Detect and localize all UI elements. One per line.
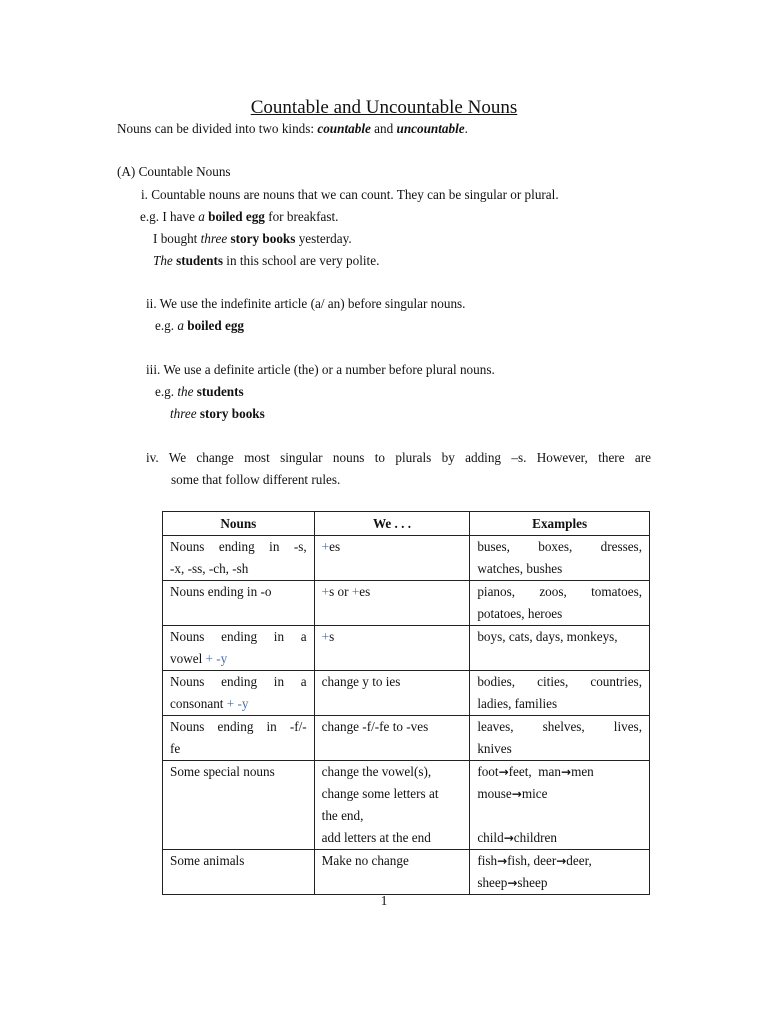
example-text: e.g. bbox=[155, 318, 178, 333]
cell-line: Nouns ending in -o bbox=[170, 584, 272, 599]
cell-line bbox=[477, 761, 642, 783]
plural-form: mice bbox=[521, 786, 548, 801]
plural-form: fish bbox=[507, 853, 527, 868]
table-row bbox=[163, 626, 650, 671]
example-cell bbox=[470, 671, 650, 716]
plus-sign: + bbox=[351, 584, 360, 599]
rule-cell bbox=[314, 716, 470, 761]
intro-text: Nouns can be divided into two kinds: bbox=[117, 121, 318, 136]
cell-line: bodies, cities, countries, bbox=[477, 674, 642, 689]
number-word: three bbox=[170, 406, 197, 421]
page-number: 1 bbox=[380, 893, 388, 908]
singular-form: child bbox=[477, 830, 504, 845]
cell-line: change y to ies bbox=[321, 674, 401, 689]
rule-cell bbox=[314, 581, 470, 626]
term-countable: countable bbox=[317, 121, 371, 136]
plus-sign: + bbox=[321, 629, 330, 644]
article: a bbox=[198, 209, 205, 224]
cell-line: fe bbox=[170, 741, 181, 756]
example-cell bbox=[470, 716, 650, 761]
singular-form: deer bbox=[533, 853, 557, 868]
plural-form: men bbox=[571, 764, 594, 779]
rule-3-example-1 bbox=[155, 381, 244, 403]
rule-4-line-1: iv. We change most singular nouns to plurals by adding –s. However, there are bbox=[146, 450, 651, 465]
noun-cell bbox=[163, 536, 315, 581]
rule-4-line-2: some that follow different rules. bbox=[171, 472, 341, 487]
example-text: for breakfast. bbox=[264, 209, 339, 224]
noun-cell bbox=[163, 626, 315, 671]
example-cell bbox=[470, 850, 650, 895]
noun-cell bbox=[163, 581, 315, 626]
noun-highlight: boiled egg bbox=[187, 318, 245, 333]
section-a-heading: (A) Countable Nouns bbox=[117, 164, 231, 179]
table-row bbox=[163, 671, 650, 716]
cell-line: s bbox=[329, 629, 335, 644]
noun-highlight: boiled egg bbox=[208, 209, 265, 224]
arrow-right-icon: → bbox=[556, 854, 567, 868]
table-row bbox=[163, 716, 650, 761]
example-cell bbox=[470, 581, 650, 626]
singular-form: mouse bbox=[477, 786, 512, 801]
table-row bbox=[163, 581, 650, 626]
cell-line: potatoes, heroes bbox=[477, 606, 563, 621]
number-word: three bbox=[200, 231, 228, 246]
separator: , bbox=[588, 853, 592, 868]
page-title: Countable and Uncountable Nouns bbox=[250, 97, 518, 118]
plural-form: sheep bbox=[517, 875, 548, 890]
cell-line: Nouns ending in a bbox=[170, 629, 307, 644]
cell-line: Make no change bbox=[321, 853, 409, 868]
noun-highlight: students bbox=[176, 253, 223, 268]
cell-line: watches, bushes bbox=[477, 561, 563, 576]
rule-cell bbox=[314, 536, 470, 581]
noun-highlight: students bbox=[196, 384, 244, 399]
cell-line: leaves, shelves, lives, bbox=[477, 719, 642, 734]
noun-cell bbox=[163, 716, 315, 761]
cell-line: boys, cats, days, monkeys, bbox=[477, 629, 618, 644]
arrow-right-icon: → bbox=[503, 831, 514, 845]
rule-cell bbox=[314, 626, 470, 671]
cell-line: change some letters at bbox=[321, 786, 439, 801]
example-text: I bought bbox=[153, 231, 201, 246]
separator: , bbox=[528, 764, 535, 779]
noun-cell bbox=[163, 761, 315, 850]
separator: , bbox=[526, 853, 534, 868]
table-row bbox=[163, 536, 650, 581]
plural-form: feet bbox=[508, 764, 529, 779]
cell-line: Nouns ending in -s, bbox=[170, 539, 307, 554]
cell-line bbox=[477, 850, 642, 872]
plus-sign: + -y bbox=[205, 651, 228, 666]
term-uncountable: uncountable bbox=[396, 121, 465, 136]
singular-form: man bbox=[538, 764, 561, 779]
example-text: yesterday. bbox=[295, 231, 352, 246]
intro-paragraph bbox=[117, 118, 468, 140]
intro-text: and bbox=[370, 121, 397, 136]
rule-3-example-2 bbox=[170, 403, 265, 425]
noun-cell bbox=[163, 850, 315, 895]
example-cell bbox=[470, 626, 650, 671]
cell-line: Some special nouns bbox=[170, 764, 275, 779]
article: the bbox=[177, 384, 194, 399]
example-text: e.g. bbox=[155, 384, 178, 399]
arrow-right-icon: → bbox=[497, 854, 508, 868]
article: a bbox=[177, 318, 184, 333]
rule-1-example-1 bbox=[140, 206, 338, 228]
example-cell bbox=[470, 761, 650, 850]
rule-2-example bbox=[155, 315, 244, 337]
cell-line: pianos, zoos, tomatoes, bbox=[477, 584, 642, 599]
rule-1-text: i. Countable nouns are nouns that we can count. They can be singular or plural. bbox=[141, 187, 559, 202]
header-nouns: Nouns bbox=[163, 512, 315, 536]
cell-line: the end, bbox=[321, 808, 364, 823]
cell-line: buses, boxes, dresses, bbox=[477, 539, 642, 554]
example-text: in this school are very polite. bbox=[222, 253, 380, 268]
cell-line: ladies, families bbox=[477, 696, 558, 711]
rule-2-text: ii. We use the indefinite article (a/ an) before singular nouns. bbox=[146, 296, 466, 311]
plural-form: children bbox=[513, 830, 557, 845]
cell-line: Nouns ending in a bbox=[170, 674, 307, 689]
cell-line: -x, -ss, -ch, -sh bbox=[170, 561, 249, 576]
arrow-right-icon: → bbox=[507, 876, 518, 890]
cell-line: change the vowel(s), bbox=[321, 764, 432, 779]
arrow-right-icon: → bbox=[561, 765, 572, 779]
cell-line: change -f/-fe to -ves bbox=[321, 719, 429, 734]
rule-cell bbox=[314, 850, 470, 895]
plus-sign: + bbox=[321, 584, 330, 599]
cell-line: Some animals bbox=[170, 853, 245, 868]
arrow-right-icon: → bbox=[498, 765, 509, 779]
table-row bbox=[163, 761, 650, 850]
singular-form: sheep bbox=[477, 875, 508, 890]
cell-line: es bbox=[359, 584, 371, 599]
plural-rules-table bbox=[162, 511, 650, 895]
noun-highlight: story books bbox=[230, 231, 296, 246]
rule-3-text: iii. We use a definite article (the) or a number before plural nouns. bbox=[146, 362, 495, 377]
plus-sign: + -y bbox=[226, 696, 249, 711]
rule-1-example-3 bbox=[153, 250, 379, 272]
plus-sign: + bbox=[321, 539, 330, 554]
example-cell bbox=[470, 536, 650, 581]
cell-line: add letters at the end bbox=[321, 830, 431, 845]
header-we: We . . . bbox=[314, 512, 470, 536]
cell-line bbox=[477, 827, 642, 849]
table-row bbox=[163, 850, 650, 895]
arrow-right-icon: → bbox=[511, 787, 522, 801]
rule-cell bbox=[314, 761, 470, 850]
cell-line bbox=[477, 783, 642, 805]
cell-line bbox=[477, 805, 642, 827]
intro-text: . bbox=[464, 121, 468, 136]
cell-line: Nouns ending in -f/- bbox=[170, 719, 307, 734]
example-text: e.g. I have bbox=[140, 209, 199, 224]
cell-line: es bbox=[329, 539, 341, 554]
noun-highlight: story books bbox=[199, 406, 265, 421]
noun-cell bbox=[163, 671, 315, 716]
cell-line: knives bbox=[477, 741, 512, 756]
cell-line: s or bbox=[329, 584, 352, 599]
header-examples: Examples bbox=[470, 512, 650, 536]
rule-1-example-2 bbox=[153, 228, 352, 250]
rule-cell bbox=[314, 671, 470, 716]
singular-form: foot bbox=[477, 764, 499, 779]
table-header-row bbox=[163, 512, 650, 536]
singular-form: fish bbox=[477, 853, 498, 868]
plural-form: deer bbox=[566, 853, 589, 868]
cell-line: consonant bbox=[170, 696, 227, 711]
article: The bbox=[153, 253, 173, 268]
cell-line: vowel bbox=[170, 651, 206, 666]
